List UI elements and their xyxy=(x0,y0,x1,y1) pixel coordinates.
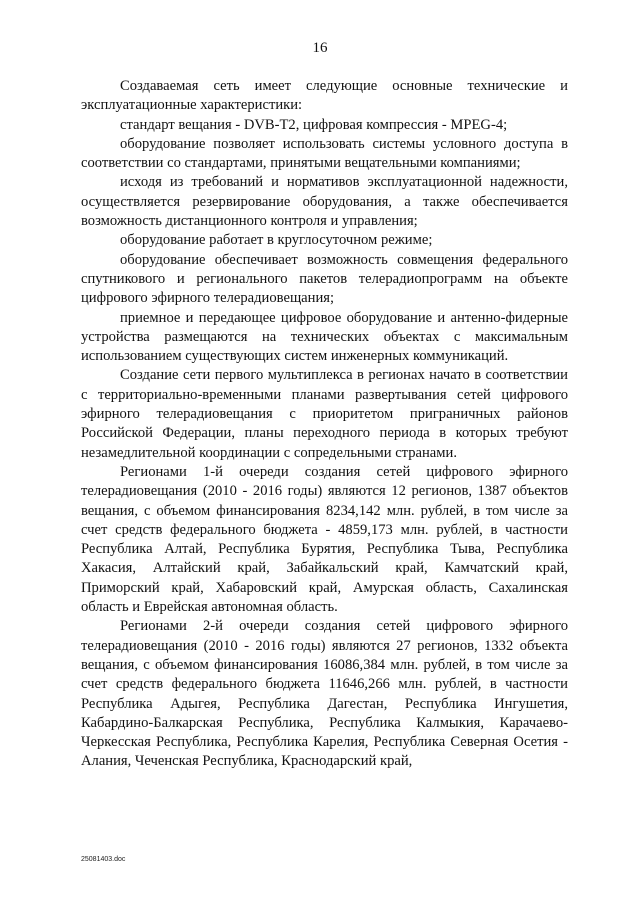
document-file-code: 25081403.doc xyxy=(81,856,126,863)
paragraph: Создание сети первого мультиплекса в регионах начато в соответствии с территориально-временными планами развертывания сетей цифрового эфирного телерадиовещания с приоритетом приграничных районов Российской Федерации, планы переходного периода в которых требуют незамедлительной координации с сопредельными странами. xyxy=(81,367,568,461)
paragraph: приемное и передающее цифровое оборудование и антенно-фидерные устройства размещаются на технических объектах с максимальным использованием существующих систем инженерных коммуникаций. xyxy=(81,309,568,365)
paragraph: исходя из требований и нормативов эксплуатационной надежности, осуществляется резервирование оборудования, а также обеспечивается возможность дистанционного контроля и управления; xyxy=(81,174,568,230)
paragraph: Регионами 2-й очереди создания сетей цифрового эфирного телерадиовещания (2010 - 2016 годы) являются 27 регионов, 1332 объекта вещания, с объемом финансирования 16086,384 млн. рублей, в том числе за счет средств федерального бюджета 11646,266 млн. рублей, в частности Республика Адыгея, Республика Дагестан, Республика Ингушетия, Кабардино-Балкарская Республика, Республика Калмыкия, Карачаево-Черкесская Республика, Республика Карелия, Республика Северная Осетия - Алания, Чеченская Республика, Краснодарский край, xyxy=(81,618,568,770)
page-number: 16 xyxy=(312,40,328,56)
paragraph: Создаваемая сеть имеет следующие основные технические и эксплуатационные характеристики: xyxy=(81,78,568,114)
paragraph: оборудование позволяет использовать системы условного доступа в соответствии со стандартами, принятыми вещательными компаниями; xyxy=(81,135,568,172)
document-body xyxy=(81,77,568,772)
paragraph: Регионами 1-й очереди создания сетей цифрового эфирного телерадиовещания (2010 - 2016 годы) являются 12 регионов, 1387 объектов вещания, с объемом финансирования 8234,142 млн. рублей, в том числе за счет средств федерального бюджета - 4859,173 млн. рублей, в частности Республика Алтай, Республика Бурятия, Республика Тыва, Республика Хакасия, Алтайский край, Забайкальский край, Камчатский край, Приморский край, Хабаровский край, Амурская область, Сахалинская область и Еврейская автономная область. xyxy=(81,463,568,616)
paragraph: оборудование работает в круглосуточном режиме; xyxy=(120,232,433,249)
paragraph: оборудование обеспечивает возможность совмещения федерального спутникового и регионального пакетов телерадиопрограмм на объекте цифрового эфирного телерадиовещания; xyxy=(81,251,568,307)
paragraph: стандарт вещания - DVB-T2, цифровая компрессия - MPEG-4; xyxy=(120,116,508,133)
